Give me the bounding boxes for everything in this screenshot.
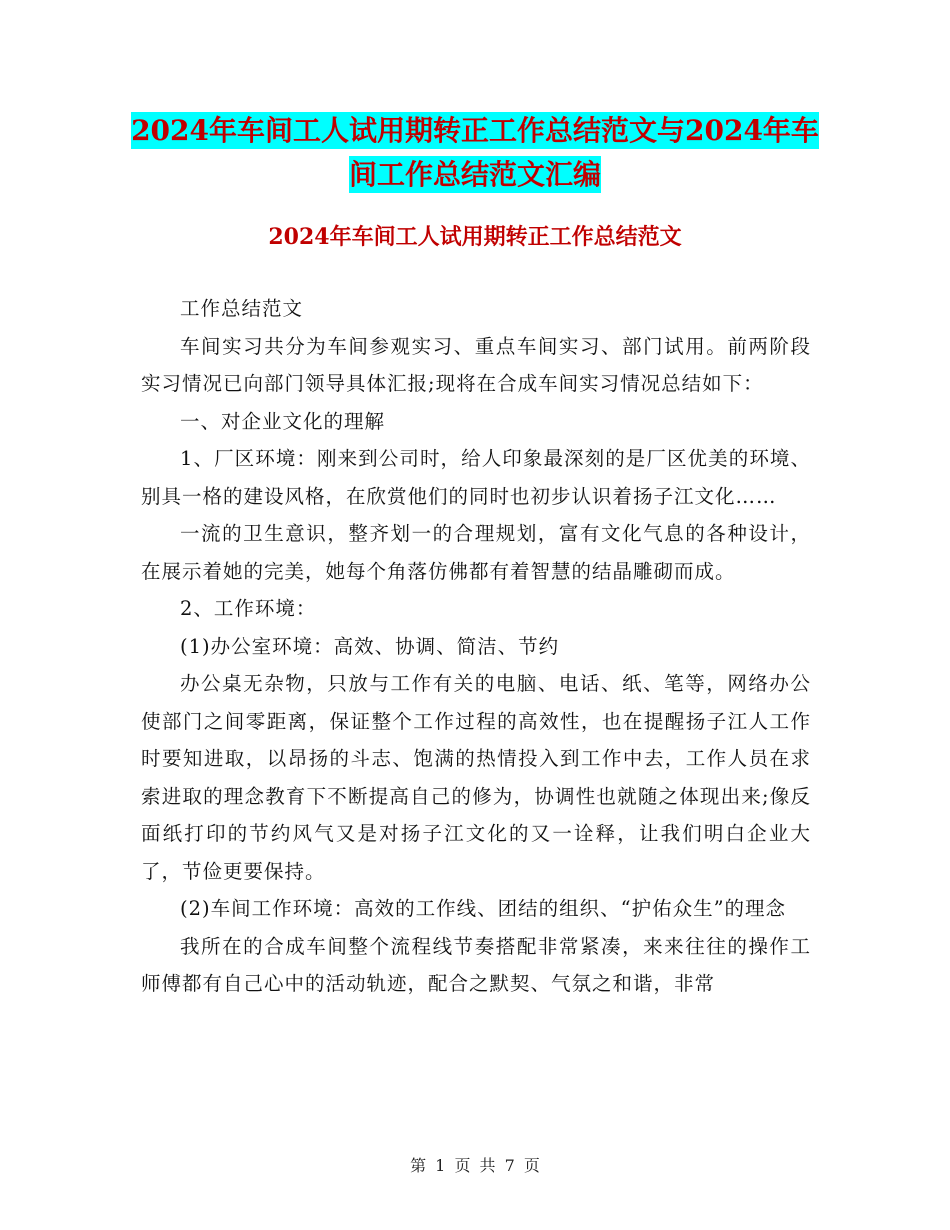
paragraph: 车间实习共分为车间参观实习、重点车间实习、部门试用。前两阶段实习情况已向部门领导具体汇报;现将在合成车间实习情况总结如下： xyxy=(141,334,811,395)
paragraph: 一流的卫生意识，整齐划一的合理规划，富有文化气息的各种设计，在展示着她的完美，她每个角落仿佛都有着智慧的结晶雕砌而成。 xyxy=(141,522,811,583)
paragraph: 工作总结范文 xyxy=(180,297,304,320)
title-highlight-2: 间工作总结范文汇编 xyxy=(348,158,601,191)
paragraph: (2)车间工作环境：高效的工作线、团结的组织、“护佑众生”的理念 xyxy=(180,897,787,920)
page-footer: 第 1 页 共 7 页 xyxy=(410,1156,540,1175)
paragraph: 1、厂区环境：刚来到公司时，给人印象最深刻的是厂区优美的环境、别具一格的建设风格，在欣赏他们的同时也初步认识着扬子江文化…… xyxy=(141,447,811,508)
paragraph: (1)办公室环境：高效、协调、简洁、节约 xyxy=(180,634,560,658)
title-highlight-1: 2024年车间工人试用期转正工作总结范文与2024年车 xyxy=(131,114,819,147)
paragraph: 一、对企业文化的理解 xyxy=(180,409,386,433)
document-title-line-2 xyxy=(120,150,830,200)
document-title-line-1 xyxy=(120,106,830,156)
paragraph: 办公桌无杂物，只放与工作有关的电脑、电话、纸、笔等，网络办公使部门之间零距离，保证整个工作过程的高效性，也在提醒扬子江人工作时要知进取，以昂扬的斗志、饱满的热情投入到工作中去，工作人员在求索进取的理念教育下不断提高自己的修为，协调性也就随之体现出来;像反面纸打印的节约风气又是对扬子江文化的又一诠释，让我们明白企业大了，节俭更要保持。 xyxy=(141,672,811,883)
document-body xyxy=(141,290,811,1003)
paragraph: 2、工作环境： xyxy=(180,597,317,620)
section-title: 2024年车间工人试用期转正工作总结范文 xyxy=(268,224,682,250)
paragraph: 我所在的合成车间整个流程线节奏搭配非常紧凑，来来往往的操作工师傅都有自己心中的活动轨迹，配合之默契、气氛之和谐，非常 xyxy=(141,934,811,995)
